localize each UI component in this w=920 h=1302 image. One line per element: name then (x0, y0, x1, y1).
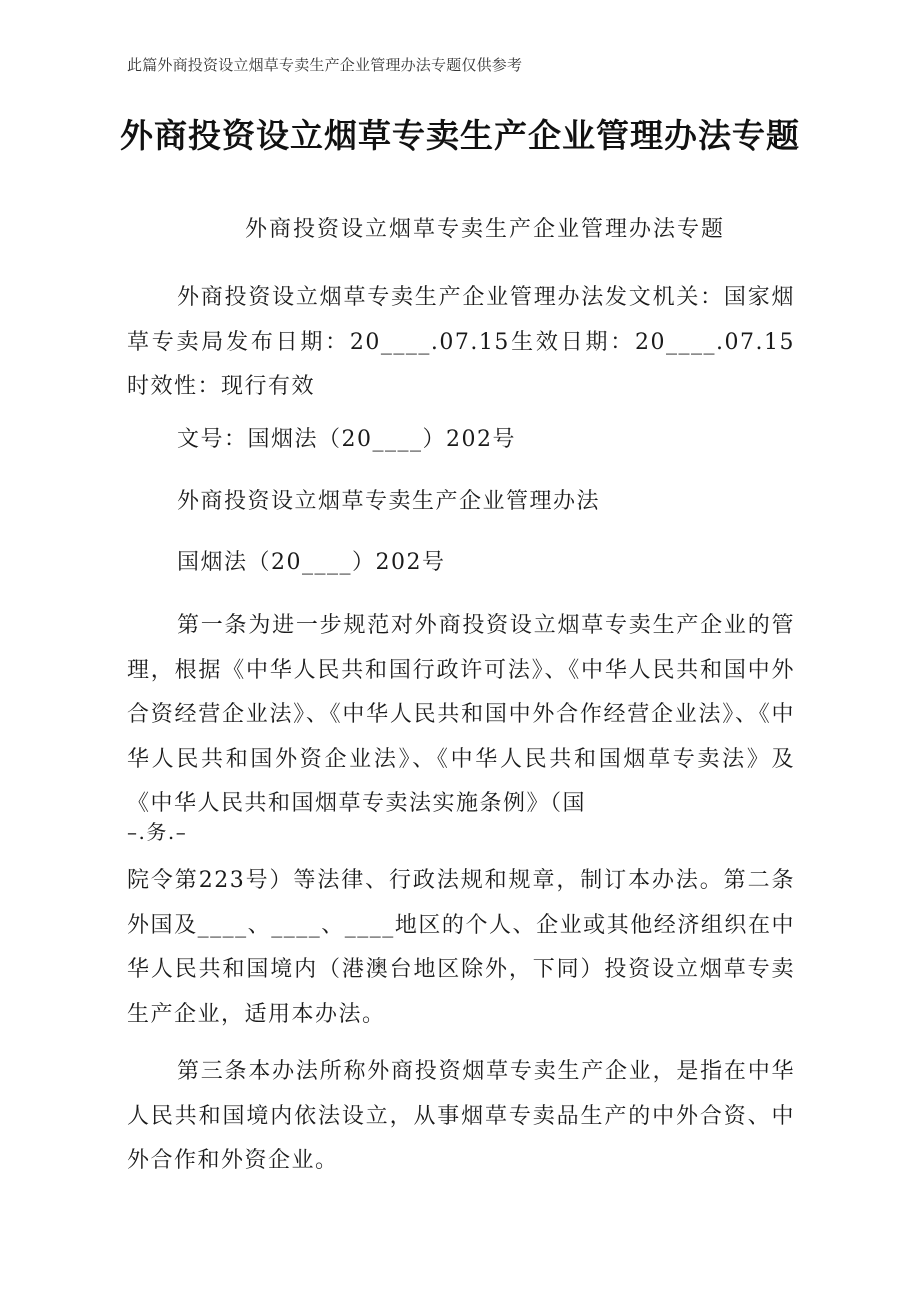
article-1-2-continued: 院令第223号）等法律、行政法规和规章，制订本办法。第二条外国及____、____、____地区的个人、企业或其他经济组织在中华人民共和国境内（港澳台地区除外，下同）投资设立烟草专卖生产企业，适用本办法。 (127, 868, 795, 1027)
document-title: 外商投资设立烟草专卖生产企业管理办法专题 (120, 116, 800, 155)
law-number: 国烟法（20____）202号 (177, 550, 446, 575)
law-name: 外商投资设立烟草专卖生产企业管理办法 (177, 489, 601, 514)
document-number: 文号：国烟法（20____）202号 (177, 427, 516, 452)
article-1-paragraph: 第一条为进一步规范对外商投资设立烟草专卖生产企业的管理，根据《中华人民共和国行政许可法》、《中华人民共和国中外合资经营企业法》、《中华人民共和国中外合作经营企业法》、《中华人民共和国外资企业法》、《中华人民共和国烟草专卖法》及《中华人民共和国烟草专卖法实施条例》（国 (127, 613, 795, 816)
page-header-note: 此篇外商投资设立烟草专卖生产企业管理办法专题仅供参考 (127, 56, 523, 74)
article-3-paragraph: 第三条本办法所称外商投资烟草专卖生产企业，是指在中华人民共和国境内依法设立，从事烟草专卖品生产的中外合资、中外合作和外资企业。 (127, 1059, 795, 1173)
document-subtitle: 外商投资设立烟草专卖生产企业管理办法专题 (244, 217, 725, 242)
meta-paragraph: 外商投资设立烟草专卖生产企业管理办法发文机关：国家烟草专卖局发布日期：20____.07.15生效日期：20____.07.15时效性：现行有效 (127, 285, 795, 399)
page-break-mark: –.务.– (127, 820, 188, 844)
